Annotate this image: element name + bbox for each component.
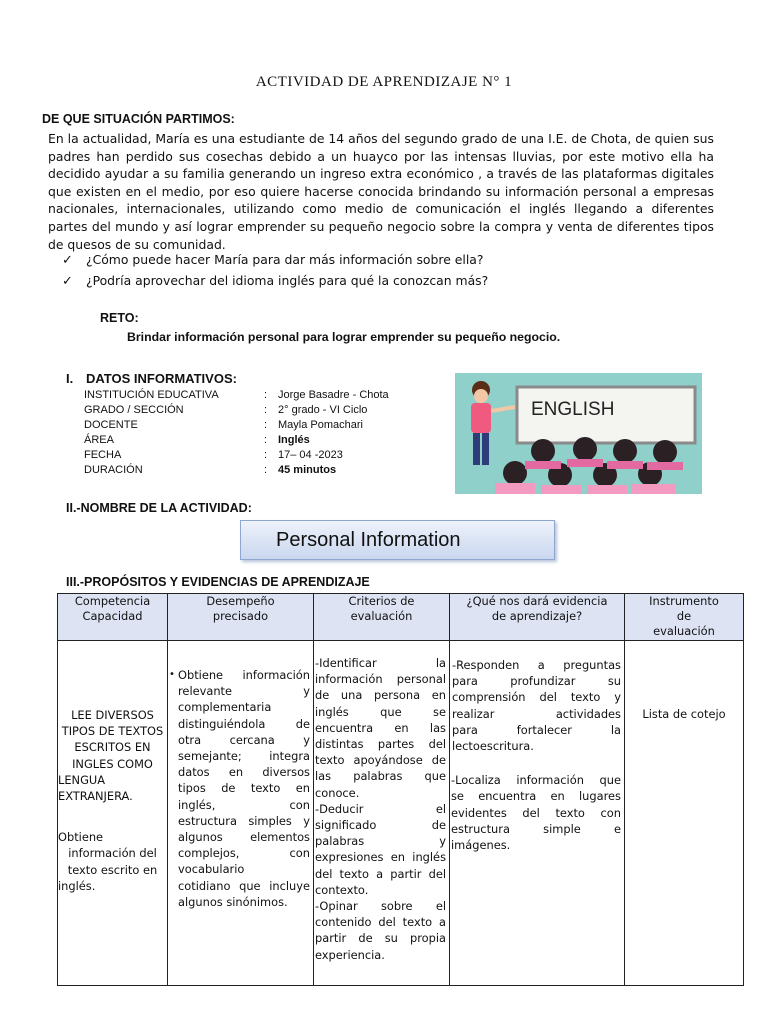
question-item: ✓ ¿Podría aprovechar del idioma inglés para qué la conozcan más?: [62, 273, 489, 289]
header-line: de aprendizaje?: [491, 609, 583, 623]
english-class-illustration: [455, 373, 702, 494]
cell-line: inglés, con: [178, 797, 310, 812]
activity-title: Personal Information: [276, 528, 461, 551]
cell-line: ESCRITOS EN: [74, 740, 151, 755]
paragraph-line: partes del mundo y así lograr emprender su pequeño negocio sobre la compra y venta de diferentes tipos: [48, 218, 714, 234]
cell-line: datos en diversos: [178, 765, 310, 780]
info-row: [84, 419, 363, 434]
table-header-row: [58, 594, 744, 641]
cell-line: texto escrito en: [67, 862, 158, 877]
info-label: ÁREA: [84, 434, 114, 446]
info-separator: :: [264, 449, 268, 461]
cell-line: cotidiano que incluye: [178, 878, 310, 893]
header-line: evaluación: [653, 624, 715, 638]
cell-line: comprensión del texto y: [452, 690, 621, 705]
cell-line: del texto a partir del: [315, 866, 446, 881]
evidencia-cell: [450, 641, 625, 986]
document-title: ACTIVIDAD DE APRENDIZAJE N° 1: [255, 74, 513, 90]
cell-line: información personal: [315, 672, 446, 687]
checkmark-icon: ✓: [62, 274, 73, 289]
header-line: Instrumento: [649, 594, 719, 608]
paragraph-line: que existen en el medio, por eso quiere hacerse conocida brindando su información personal a empresas: [48, 183, 714, 199]
activity-title-banner: [240, 520, 555, 560]
paragraph-line: de quesos de su comunidad.: [48, 236, 226, 252]
cell-line: imágenes.: [451, 838, 511, 853]
criterios-cell: [314, 641, 450, 986]
info-row: [84, 404, 367, 419]
reto-label: RETO:: [100, 311, 139, 325]
info-value: 17– 04 -2023: [278, 449, 343, 461]
cell-line: EXTRANJERA.: [58, 789, 133, 804]
cell-line: -Localiza información que: [451, 773, 621, 788]
cell-line: inglés que se: [315, 704, 446, 719]
header-line: de: [676, 609, 692, 623]
info-separator: :: [264, 404, 268, 416]
cell-line: Obtiene información: [178, 668, 310, 682]
cell-line: evidentes del texto con: [451, 805, 621, 820]
desempeno-cell: [168, 641, 314, 986]
header-instrumento: [625, 594, 744, 641]
paragraph-line: nacionales, internacionales, utilizando como medio de comunicación el inglés llegando a diferentes: [48, 201, 714, 217]
paragraph-line: padres han perdido sus cosechas debido a un huayco por las intensas lluvias, por este motivo ella ha: [48, 148, 714, 164]
question-item: ✓ ¿Cómo puede hacer María para dar más información sobre ella?: [62, 252, 484, 268]
header-line: Competencia: [74, 594, 151, 608]
cell-line: encuentra en las: [315, 720, 446, 735]
cell-line: otra cercana y: [178, 732, 310, 747]
info-label: DOCENTE: [84, 419, 138, 431]
info-separator: :: [264, 434, 268, 446]
cell-line: las palabras que: [315, 769, 446, 784]
datos-heading: I. DATOS INFORMATIVOS:: [66, 371, 237, 386]
cell-line: complejos, con: [178, 846, 310, 861]
info-row: [84, 464, 336, 479]
cell-line: lectoescritura.: [452, 739, 534, 754]
cell-line: experiencia.: [315, 947, 385, 962]
header-criterios: [314, 594, 450, 641]
cell-line: realizar actividades: [452, 706, 621, 721]
cell-line: inglés.: [58, 878, 96, 893]
cell-line: Obtiene: [58, 830, 104, 845]
cell-line: para profundizar su: [452, 674, 621, 689]
info-separator: :: [264, 464, 268, 476]
cell-line: se encuentra en lugares: [451, 789, 621, 804]
checkmark-icon: ✓: [62, 253, 73, 268]
cell-line: algunos sinónimos.: [178, 894, 288, 909]
cell-line: TIPOS DE TEXTOS: [61, 724, 164, 739]
propositos-table: [57, 593, 744, 986]
reto-text: Brindar información personal para lograr emprender su pequeño negocio.: [127, 330, 561, 344]
cell-line: algunos elementos: [178, 830, 310, 845]
cell-line: texto apoyándose de: [315, 753, 446, 768]
info-value: 2° grado - VI Ciclo: [278, 404, 368, 416]
propositos-heading: III.-PROPÓSITOS Y EVIDENCIAS DE APRENDIZAJE: [66, 575, 370, 589]
cell-line: vocabulario: [178, 862, 245, 877]
instrumento-cell: [625, 641, 744, 986]
cell-line: -Identificar la: [315, 656, 446, 670]
header-line: precisado: [212, 609, 269, 623]
cell-line: distintas partes del: [315, 737, 446, 752]
info-label: GRADO / SECCIÓN: [84, 404, 184, 416]
cell-line: -Opinar sobre el: [315, 899, 446, 914]
cell-line: información del: [68, 846, 157, 861]
instrumento-text: Lista de cotejo: [642, 707, 726, 721]
cell-line: complementaria: [178, 700, 272, 715]
info-row: [84, 434, 310, 449]
situacion-paragraph: [48, 130, 714, 253]
cell-line: estructura simples y: [178, 813, 310, 828]
english-word: ENGLISH: [531, 399, 615, 420]
header-competencia: [58, 594, 168, 641]
header-line: Criterios de: [348, 594, 415, 608]
header-line: ¿Qué nos dará evidencia: [466, 594, 608, 608]
cell-line: palabras y: [315, 834, 446, 849]
classroom-illustration-svg: [455, 373, 702, 494]
cell-line: contexto.: [315, 882, 369, 897]
cell-line: de una persona en: [315, 688, 446, 703]
cell-line: -Responden a preguntas: [452, 658, 621, 672]
info-value: 45 minutos: [278, 464, 337, 476]
cell-line: distinguiéndola de: [178, 716, 310, 731]
actividad-heading: II.-NOMBRE DE LA ACTIVIDAD:: [66, 501, 252, 515]
cell-line: semejante; integra: [178, 749, 310, 764]
header-desempeno: [168, 594, 314, 641]
competencia-cell: [58, 641, 168, 986]
info-row: [84, 389, 389, 404]
paragraph-line: decidido ayudar a su familia generando un ingreso extra económico , a través de las plataformas digitales: [48, 166, 714, 182]
info-value: Inglés: [278, 434, 310, 446]
cell-line: partir de su propia: [315, 931, 446, 946]
cell-line: tipos de texto en: [178, 781, 310, 796]
header-evidencia: [450, 594, 625, 641]
cell-line: INGLES COMO: [72, 756, 153, 771]
cell-line: expresiones en inglés: [315, 850, 446, 865]
cell-line: LENGUA: [58, 772, 106, 787]
info-separator: :: [264, 419, 268, 431]
cell-line: contenido del texto a: [315, 915, 446, 930]
cell-line: LEE DIVERSOS: [71, 708, 154, 722]
cell-line: para fortalecer la: [452, 722, 621, 737]
info-label: DURACIÓN: [84, 464, 143, 476]
cell-line: -Deducir el: [315, 801, 446, 816]
header-line: Desempeño: [206, 594, 275, 608]
table-row: [58, 641, 744, 986]
cell-line: estructura simple e: [451, 821, 621, 836]
situacion-heading: DE QUE SITUACIÓN PARTIMOS:: [42, 112, 235, 126]
info-value: Mayla Pomachari: [278, 419, 363, 431]
header-line: evaluación: [350, 609, 413, 623]
info-separator: :: [264, 389, 268, 401]
cell-line: conoce.: [315, 785, 360, 800]
paragraph-line: En la actualidad, María es una estudiante de 14 años del segundo grado de una I.E. de Chota, de quien sus: [48, 131, 714, 146]
info-row: [84, 449, 343, 464]
header-line: Capacidad: [82, 609, 143, 623]
info-value: Jorge Basadre - Chota: [278, 389, 389, 401]
cell-line: significado de: [315, 818, 446, 833]
info-label: FECHA: [84, 449, 122, 461]
cell-line: relevante y: [178, 684, 310, 699]
info-label: INSTITUCIÓN EDUCATIVA: [84, 389, 219, 401]
bullet-icon: •: [169, 669, 175, 680]
